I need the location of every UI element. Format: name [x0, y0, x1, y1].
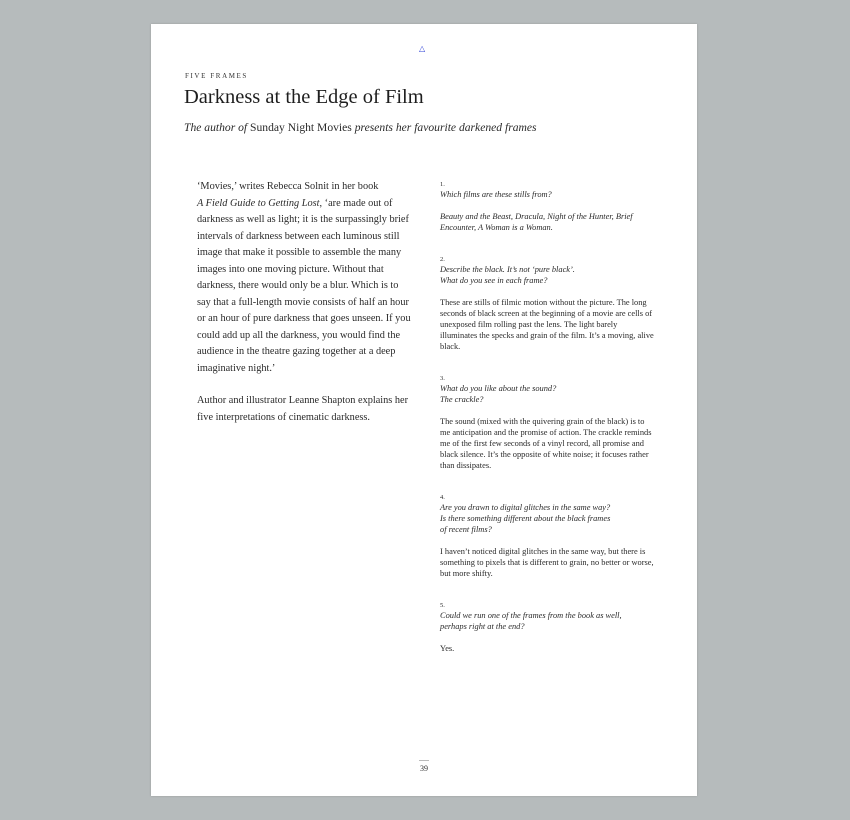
qa-answer: Yes. [440, 644, 455, 653]
intro-paragraph-1 [197, 179, 413, 377]
section-kicker: FIVE FRAMES [185, 72, 248, 80]
qa-question [440, 502, 654, 535]
triangle-mark-icon: △ [419, 44, 426, 53]
qa-question [440, 264, 654, 286]
intro-p1-start: ‘Movies,’ writes Rebecca Solnit in her book [197, 181, 379, 192]
qa-number: 2. [440, 256, 445, 263]
qa-question-line: Which films are these stills from? [440, 190, 552, 199]
qa-question [440, 610, 654, 632]
magazine-page [151, 24, 697, 796]
qa-question [440, 383, 654, 405]
qa-answer: I haven’t noticed digital glitches in the same way, but there is something to pixels that is different to grain, no better or worse, but more shifty. [440, 547, 654, 578]
qa-item [440, 601, 654, 654]
qa-question-line: Could we run one of the frames from the book as well, [440, 611, 622, 620]
page-subtitle [184, 121, 537, 134]
qa-number: 3. [440, 375, 445, 382]
qa-question-line: What do you see in each frame? [440, 276, 548, 285]
qa-question-line: The crackle? [440, 395, 484, 404]
intro-book-title: A Field Guide to Getting Lost [197, 197, 320, 209]
qa-item [440, 255, 654, 352]
qa-question-line: of recent films? [440, 525, 492, 534]
qa-number: 5. [440, 602, 445, 609]
qa-question [440, 189, 654, 200]
qa-question-line: What do you like about the sound? [440, 384, 557, 393]
page-number: 39 [420, 764, 428, 773]
page-title: Darkness at the Edge of Film [184, 86, 424, 108]
qa-question-line: Describe the black. It’s not ‘pure black’. [440, 265, 575, 274]
qa-item [440, 493, 654, 579]
qa-answer: The sound (mixed with the quivering grain of the black) is to me anticipation and the promise of action. The crackle reminds me of the first few seconds of a vinyl record, all promise and black silence. It’s the opposite of white noise; it focuses rather than dissipates. [440, 417, 652, 470]
subtitle-post: presents her favourite darkened frames [354, 121, 537, 134]
qa-question-line: Is there something different about the black frames [440, 514, 611, 523]
qa-item [440, 180, 654, 233]
qa-answer: These are stills of filmic motion without the picture. The long seconds of black screen at the beginning of a movie are cells of unexposed film rolling past the lens. The light barely illuminates the specks and grain of the film. It’s a moving, alive black. [440, 298, 654, 351]
qa-item [440, 374, 654, 471]
subtitle-book-title: Sunday Night Movies [250, 121, 352, 134]
qa-question-line: Are you drawn to digital glitches in the same way? [440, 503, 611, 512]
intro-column [197, 179, 413, 442]
folio-rule [419, 760, 429, 761]
qa-number: 4. [440, 494, 445, 501]
intro-p1-rest: , ‘are made out of darkness as well as light; it is the surpassingly brief intervals of darkness between each luminous still image that make it possible to assemble the many images into one moving picture. Without that darkness, there would only be a blur. Which is to say that a full-length movie consists of half an hour or an hour of pure darkness that goes unseen. If you could add up all the darkness, you would find the audience in the theatre gazing together at a deep imaginative night.’ [197, 197, 411, 374]
qa-question-line: perhaps right at the end? [440, 622, 525, 631]
intro-paragraph-2: Author and illustrator Leanne Shapton explains her five interpretations of cinematic darkness. [197, 395, 409, 423]
qa-answer: Beauty and the Beast, Dracula, Night of the Hunter, Brief Encounter, A Woman is a Woman. [440, 212, 633, 232]
qa-number: 1. [440, 181, 445, 188]
subtitle-pre: The author of [184, 121, 248, 134]
qa-column [440, 180, 654, 676]
